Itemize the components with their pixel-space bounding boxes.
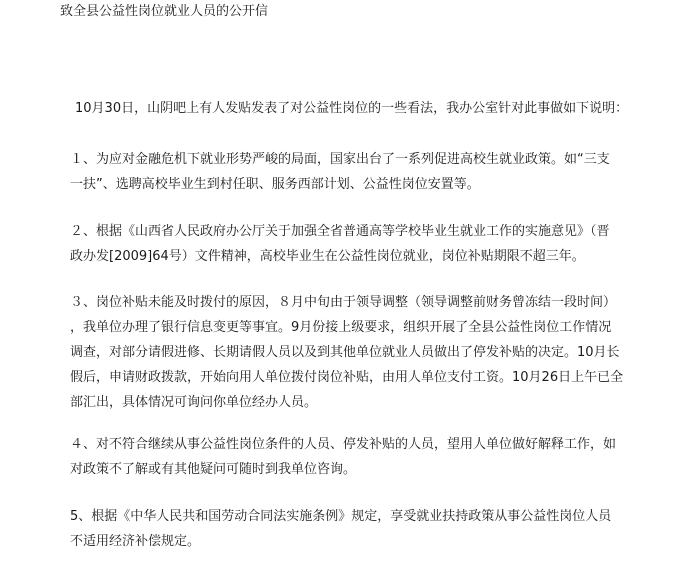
document-title: 致全县公益性岗位就业人员的公开信 [60, 4, 269, 19]
paragraph-line: ，我单位办理了银行信息变更等事宜。9月份接上级要求，组织开展了全县公益性岗位工作情况 [70, 320, 612, 335]
paragraph-line: ４、对不符合继续从事公益性岗位条件的人员、停发补贴的人员，望用人单位做好解释工作，如 [70, 437, 617, 452]
paragraph-line: 5、根据《中华人民共和国劳动合同法实施条例》规定，享受就业扶持政策从事公益性岗位人员 [70, 509, 612, 524]
paragraph-line: 调查，对部分请假进修、长期请假人员以及到其他单位就业人员做出了停发补贴的决定。10月长 [70, 345, 620, 360]
paragraph-4 [70, 432, 670, 482]
paragraph-line: 对政策不了解或有其他疑问可随时到我单位咨询。 [70, 462, 357, 477]
intro-line: 10月30日，山阴吧上有人发贴发表了对公益性岗位的一些看法，我办公室针对此事做如下说明： [75, 101, 629, 116]
paragraph-3 [70, 290, 670, 415]
paragraph-5 [70, 504, 670, 554]
paragraph-line: ３、岗位补贴未能及时拨付的原因，８月中旬由于领导调整（领导调整前财务曾冻结一段时间） [70, 295, 617, 310]
paragraph-line: 假后，申请财政拨款，开始向用人单位拨付岗位补贴，由用人单位支付工资。10月26日上午已全 [70, 370, 624, 385]
paragraph-line: 部汇出，具体情况可询问你单位经办人员。 [70, 395, 318, 410]
paragraph-line: 政办发[2009]64号）文件精神，高校毕业生在公益性岗位就业，岗位补贴期限不超三年。 [70, 249, 585, 264]
paragraph-line: 不适用经济补偿规定。 [70, 534, 201, 549]
intro-paragraph [75, 96, 675, 121]
paragraph-line: 一扶”、选聘高校毕业生到村任职、服务西部计划、公益性岗位安置等。 [70, 177, 480, 192]
paragraph-line: ２、根据《山西省人民政府办公厅关于加强全省普通高等学校毕业生就业工作的实施意见》（晋 [70, 224, 610, 239]
paragraph-1 [70, 147, 670, 197]
paragraph-line: １、为应对金融危机下就业形势严峻的局面，国家出台了一系列促进高校生就业政策。如“三支 [70, 152, 610, 167]
paragraph-2 [70, 219, 670, 269]
